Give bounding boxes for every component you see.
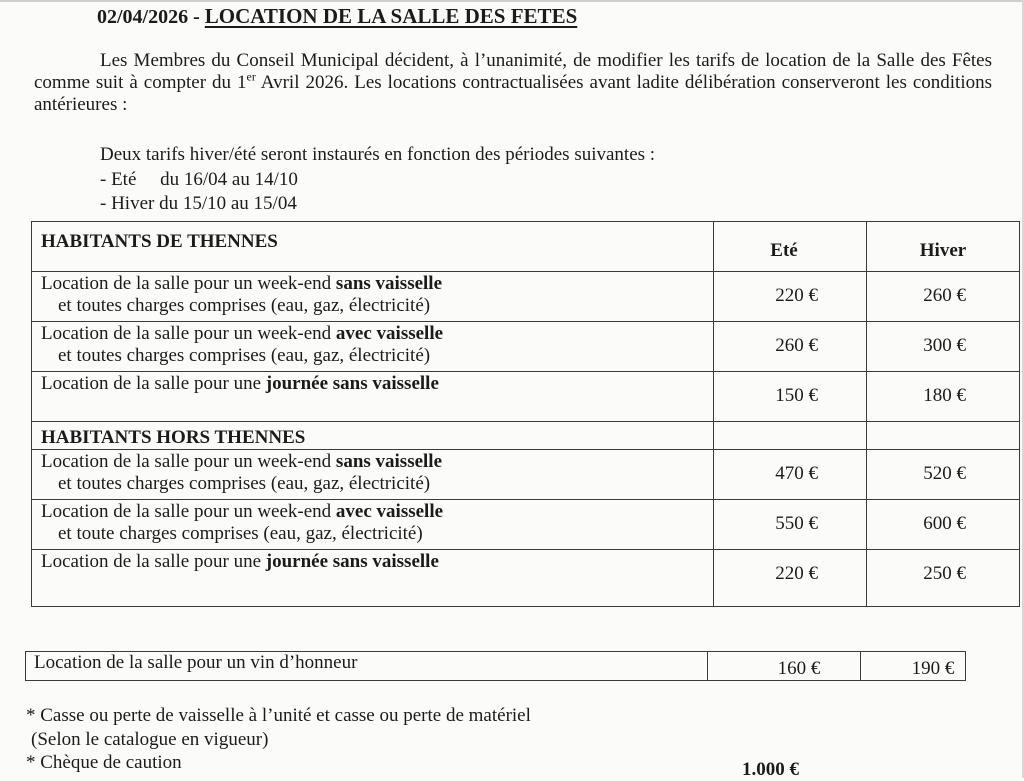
row-label: Location de la salle pour un week-end (41, 501, 336, 522)
row-label-bold: journée sans vaisselle (265, 373, 439, 394)
intro-text-start: Les Membres du Conseil Municipal décident, à l’unanimité, de modifier les tarifs de location de la Salle des Fêtes comme suit à compter du 1 (34, 50, 992, 93)
tarifs-table (31, 221, 1020, 607)
table-row (32, 450, 1020, 500)
price-ete: 220 € (775, 285, 818, 306)
row-label: Location de la salle pour un week-end (41, 323, 336, 344)
row-label: Location de la salle pour une (41, 551, 266, 572)
note-casse: * Casse ou perte de vaisselle à l’unité et casse ou perte de matériel (26, 705, 531, 726)
row-label-line2: et toutes charges comprises (eau, gaz, électricité) (58, 473, 431, 494)
intro-superscript: er (246, 69, 256, 84)
row-label-bold: journée sans vaisselle (265, 551, 439, 572)
column-header-hiver: Hiver (867, 222, 1020, 272)
table-row (32, 550, 1020, 607)
row-label-bold: sans vaisselle (335, 451, 443, 472)
price-ete: 220 € (775, 563, 818, 584)
price-hiver: 300 € (923, 335, 966, 356)
row-label: Location de la salle pour une (41, 373, 266, 394)
intro-text-end: Avril 2026. Les locations contractualisées avant ladite délibération conserveront les conditions antérieures : (34, 72, 992, 115)
price-hiver: 250 € (923, 563, 966, 584)
table-row (32, 322, 1020, 372)
price-hiver: 600 € (923, 513, 966, 534)
vin-honneur-price-hiver: 190 € (911, 658, 955, 679)
table-row (32, 372, 1020, 422)
row-label-bold: avec vaisselle (335, 323, 444, 344)
section-header-row (32, 422, 1020, 450)
deliberation-date: 02/04/2026 - (97, 6, 205, 28)
note-catalogue: (Selon le catalogue en vigueur) (31, 729, 269, 750)
price-hiver: 260 € (923, 285, 966, 306)
table-row (32, 500, 1020, 550)
row-label-bold: avec vaisselle (335, 501, 444, 522)
vin-honneur-table (25, 651, 966, 681)
note-cheque-caution: * Chèque de caution (26, 752, 182, 773)
table-row (32, 272, 1020, 322)
periods-intro: Deux tarifs hiver/été seront instaurés en fonction des périodes suivantes : (100, 144, 656, 165)
deliberation-title: LOCATION DE LA SALLE DES FETES (204, 4, 578, 28)
row-label-line2: et toute charges comprises (eau, gaz, électricité) (58, 523, 423, 544)
intro-paragraph (34, 50, 992, 116)
price-ete: 260 € (775, 335, 818, 356)
vin-honneur-price-ete: 160 € (777, 658, 821, 679)
section-title-cell (32, 222, 714, 272)
vin-honneur-row (26, 652, 966, 681)
price-ete: 150 € (775, 385, 818, 406)
price-hiver: 520 € (923, 463, 966, 484)
period-hiver: - Hiver du 15/10 au 15/04 (100, 193, 297, 214)
price-ete: 470 € (775, 463, 818, 484)
row-label-bold: sans vaisselle (335, 273, 443, 294)
column-header-ete: Eté (714, 222, 867, 272)
row-label: Location de la salle pour un week-end (41, 451, 336, 472)
page-top-edge (0, 0, 1024, 2)
row-label-line2: et toutes charges comprises (eau, gaz, électricité) (58, 345, 431, 366)
price-ete: 550 € (775, 513, 818, 534)
period-ete: - Eté du 16/04 au 14/10 (100, 169, 298, 190)
row-label: Location de la salle pour un week-end (41, 273, 336, 294)
section-title-thennes: HABITANTS DE THENNES (41, 231, 278, 252)
price-hiver: 180 € (923, 385, 966, 406)
section-title-hors-thennes: HABITANTS HORS THENNES (41, 427, 306, 448)
row-label-line2: et toutes charges comprises (eau, gaz, électricité) (58, 295, 431, 316)
vin-honneur-label: Location de la salle pour un vin d’honneur (34, 652, 358, 673)
cheque-caution-amount: 1.000 € (742, 759, 799, 780)
deliberation-heading (97, 4, 577, 29)
table-header-row (32, 222, 1020, 272)
